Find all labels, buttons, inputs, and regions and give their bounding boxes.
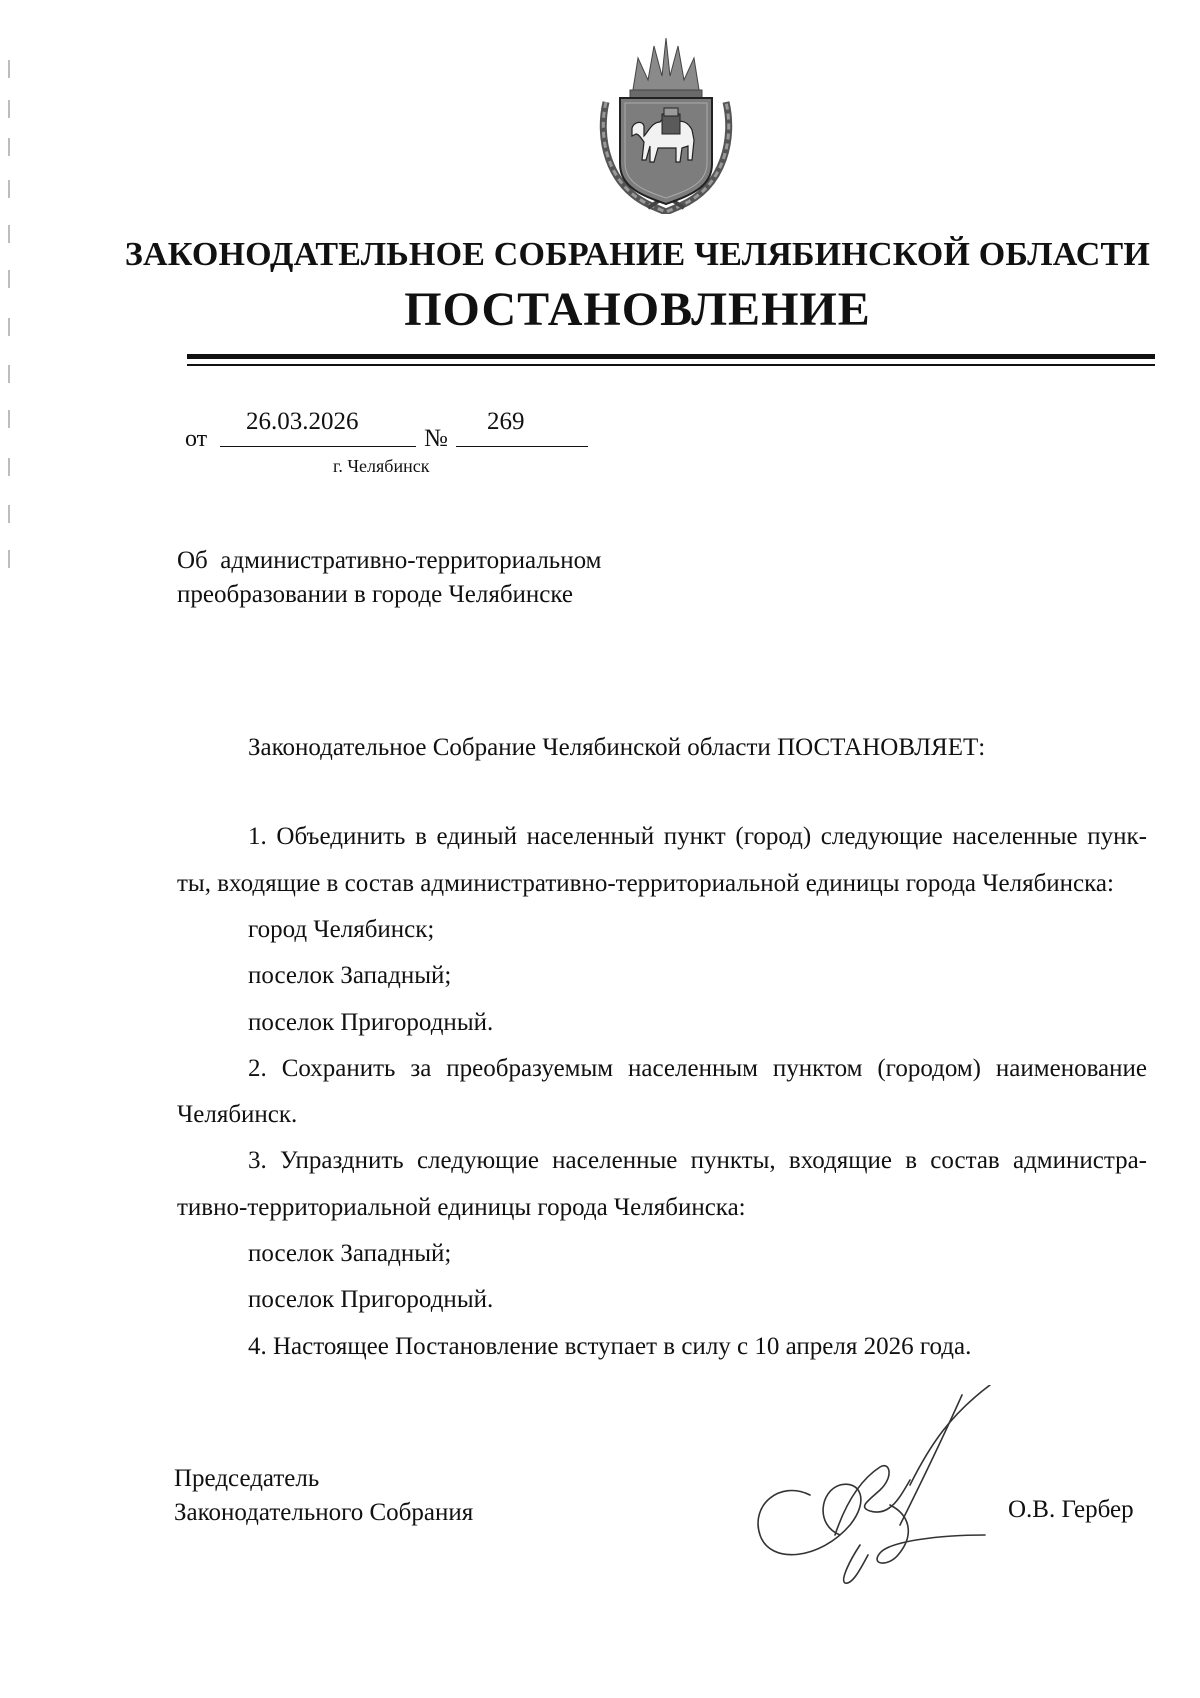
- item-3-list-item: поселок Западный;: [248, 1240, 452, 1267]
- preamble: Законодательное Собрание Челябинской области ПОСТАНОВЛЯЕТ:: [248, 734, 986, 761]
- item-2-line-1: 2. Сохранить за преобразуемым населенным пунктом (городом) наименование: [248, 1055, 1147, 1082]
- item-4: 4. Настоящее Постановление вступает в силу с 10 апреля 2026 года.: [248, 1333, 972, 1360]
- coat-of-arms-emblem: [592, 36, 740, 214]
- document-date: 26.03.2026: [246, 408, 359, 435]
- date-underline: [220, 446, 416, 447]
- item-1-list-item: поселок Западный;: [248, 962, 452, 989]
- handwritten-signature: [740, 1385, 1020, 1585]
- number-symbol: №: [424, 425, 448, 452]
- item-3-list-item: поселок Пригородный.: [248, 1286, 494, 1313]
- document-number: 269: [487, 408, 525, 435]
- date-prefix: от: [185, 426, 208, 452]
- header-divider-thick: [187, 354, 1155, 359]
- subject-line-2: преобразовании в городе Челябинске: [177, 581, 574, 608]
- subject-line-1: Об административно-территориальном: [177, 547, 602, 574]
- signer-title-line-1: Председатель: [174, 1465, 320, 1492]
- organization-title: ЗАКОНОДАТЕЛЬНОЕ СОБРАНИЕ ЧЕЛЯБИНСКОЙ ОБЛАСТИ: [124, 236, 1151, 273]
- item-2-line-2: Челябинск.: [177, 1101, 298, 1128]
- document-subject: [177, 544, 601, 612]
- item-3-line-1: 3. Упразднить следующие населенные пункты, входящие в состав администра-: [248, 1147, 1147, 1174]
- signer-title-line-2: Законодательного Собрания: [174, 1499, 474, 1526]
- item-1-list-item: поселок Пригородный.: [248, 1009, 494, 1036]
- document-type-title: ПОСТАНОВЛЕНИЕ: [404, 283, 871, 336]
- item-3-line-2: тивно-территориальной единицы города Челябинска:: [177, 1194, 746, 1221]
- number-underline: [456, 446, 588, 447]
- item-1-line-1: 1. Объединить в единый населенный пункт (город) следующие населенные пунк-: [248, 823, 1147, 850]
- header-divider-thin: [187, 364, 1155, 366]
- item-1-list-item: город Челябинск;: [248, 916, 435, 943]
- signer-name: О.В. Гербер: [1008, 1496, 1134, 1523]
- document-city: г. Челябинск: [333, 456, 430, 476]
- item-1-line-2: ты, входящие в состав административно-территориальной единицы города Челябинска:: [177, 870, 1114, 897]
- signer-title: [174, 1462, 473, 1530]
